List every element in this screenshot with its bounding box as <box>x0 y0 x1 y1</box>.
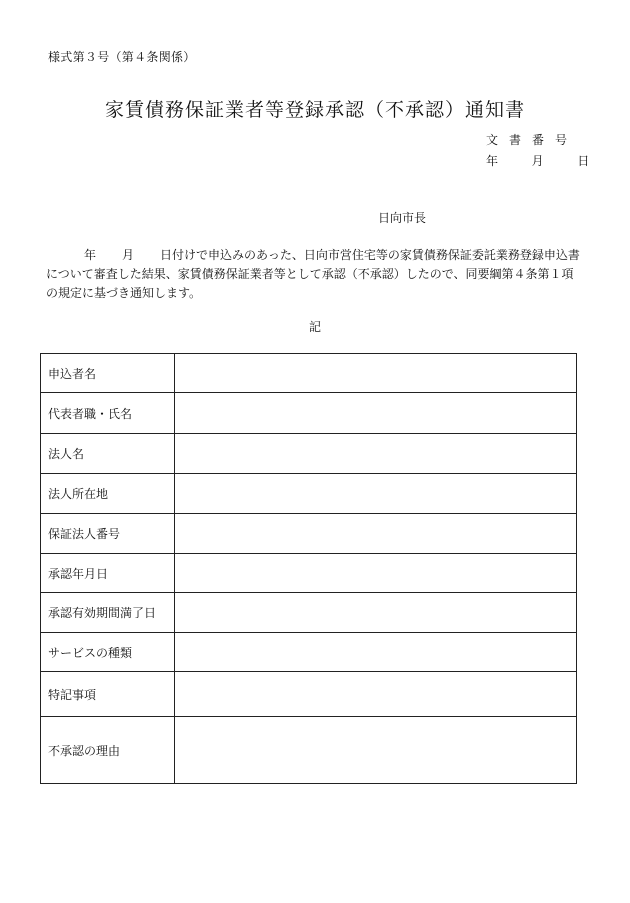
representative-field[interactable] <box>175 393 577 434</box>
notice-line-3: の規定に基づき通知します。 <box>46 286 202 300</box>
notice-line-2: について審査した結果、家賃債務保証業者等として承認（不承認）したので、同要綱第４条第１項 <box>46 267 574 281</box>
row-label: 代表者職・氏名 <box>41 393 175 434</box>
approval-date-field[interactable] <box>175 554 577 593</box>
row-label: サービスの種類 <box>41 633 175 672</box>
service-type-field[interactable] <box>175 633 577 672</box>
table-row <box>41 593 577 633</box>
issue-date <box>486 151 589 172</box>
corporation-address-field[interactable] <box>175 474 577 514</box>
row-label: 承認有効期間満了日 <box>41 593 175 633</box>
row-label: 不承認の理由 <box>41 717 175 784</box>
form-number: 様式第３号（第４条関係） <box>48 50 196 64</box>
guarantor-number-field[interactable] <box>175 514 577 554</box>
application-month: 月 <box>122 248 135 262</box>
approval-expiry-field[interactable] <box>175 593 577 633</box>
issue-date-day: 日 <box>577 154 590 168</box>
issue-date-year: 年 <box>486 154 499 168</box>
row-label: 法人名 <box>41 434 175 474</box>
row-label: 特記事項 <box>41 672 175 717</box>
record-heading: 記 <box>308 320 321 334</box>
details-table <box>40 353 577 784</box>
document-title: 家賃債務保証業者等登録承認（不承認）通知書 <box>104 99 525 121</box>
special-notes-field[interactable] <box>175 672 577 717</box>
table-row <box>41 354 577 393</box>
row-label: 法人所在地 <box>41 474 175 514</box>
table-row <box>41 717 577 784</box>
notice-body <box>46 246 586 303</box>
notice-line-1-text: 日付けで申込みのあった、日向市営住宅等の家賃債務保証委託業務登録申込書 <box>160 248 580 262</box>
document-number-label: 文書番号 <box>486 133 579 147</box>
notice-line-1 <box>46 246 586 265</box>
table-row <box>41 672 577 717</box>
row-label: 承認年月日 <box>41 554 175 593</box>
table-row <box>41 434 577 474</box>
issue-date-month: 月 <box>531 154 544 168</box>
row-label: 保証法人番号 <box>41 514 175 554</box>
document-number-block <box>486 130 589 172</box>
table-row <box>41 514 577 554</box>
applicant-name-field[interactable] <box>175 354 577 393</box>
table-row <box>41 633 577 672</box>
table-row <box>41 393 577 434</box>
row-label: 申込者名 <box>41 354 175 393</box>
table-row <box>41 474 577 514</box>
rejection-reason-field[interactable] <box>175 717 577 784</box>
table-row <box>41 554 577 593</box>
issuer-name: 日向市長 <box>378 211 427 225</box>
corporation-name-field[interactable] <box>175 434 577 474</box>
application-year: 年 <box>84 248 97 262</box>
